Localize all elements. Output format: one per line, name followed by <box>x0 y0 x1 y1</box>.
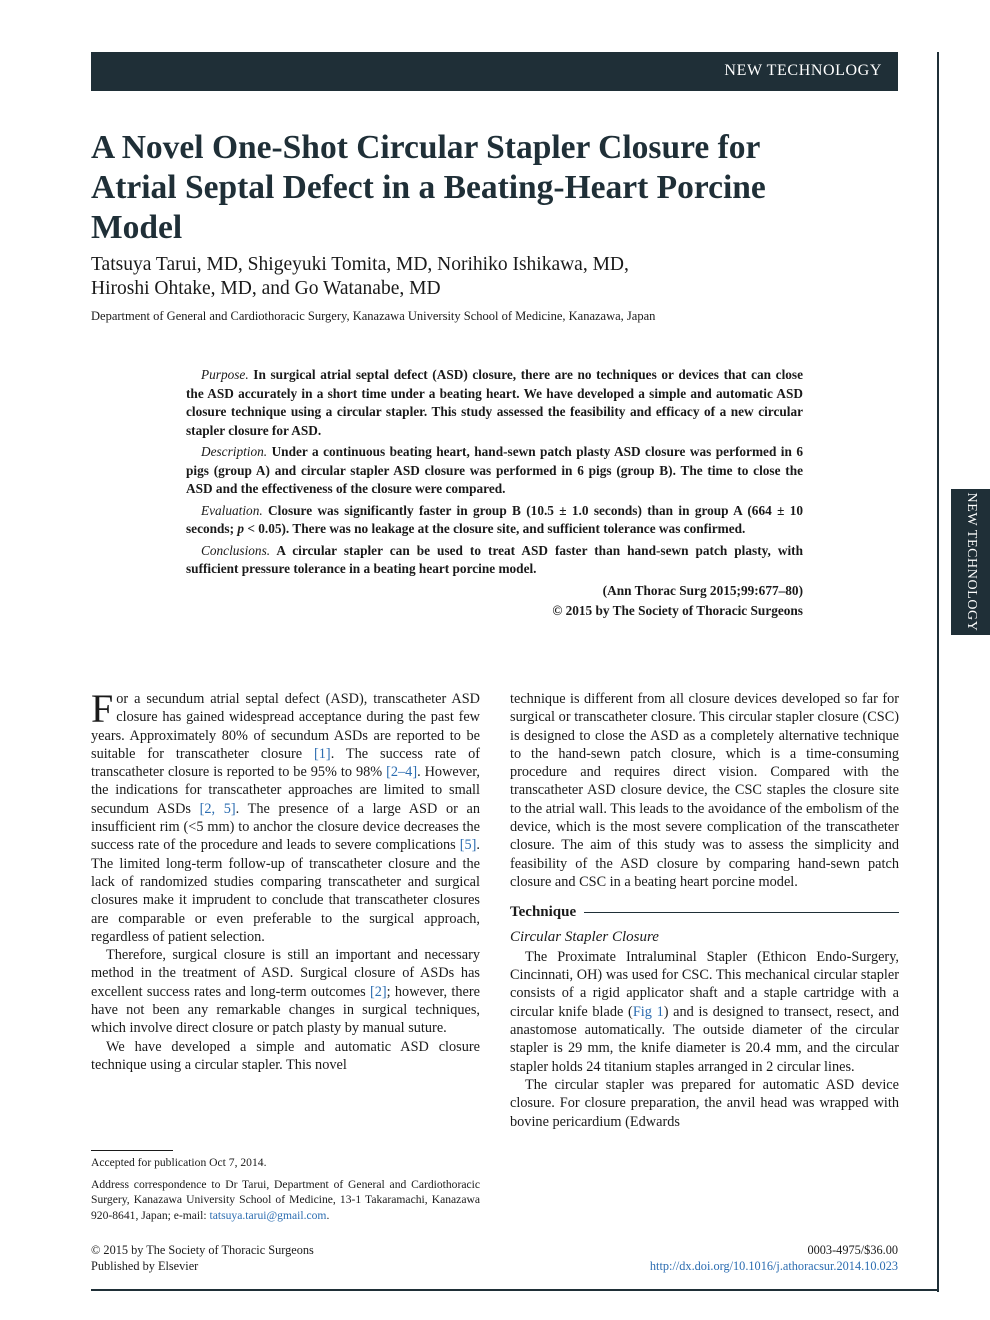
article-title: A Novel One-Shot Circular Stapler Closure for Atrial Septal Defect in a Beating-Heart Porcine Model <box>91 129 766 246</box>
footer-publisher: Published by Elsevier <box>91 1258 199 1273</box>
correspondence-text: . <box>326 1208 330 1222</box>
evaluation-text-b: < 0.05). There was no leakage at the closure site, and sufficient tolerance was confirmed. <box>244 521 746 536</box>
abstract-conclusions <box>186 542 803 579</box>
figure-link[interactable]: Fig 1 <box>632 1003 664 1020</box>
side-tab <box>951 489 990 635</box>
section-header-band <box>91 52 898 91</box>
intro-paragraph-4: technique is different from all closure devices developed so far for surgical or transcatheter closure. This circular stapler closure (CSC) is designed to close the ASD as a completely alternative technique to the hand-sewn patch closure, which is a time-consuming procedure and requires direct vision. Compared with the transcatheter ASD closure device, the CSC staples the closure site to the atrial wall. This leads to the avoidance of the embolism of the device, which is the most severe complication of the transcatheter closure. The aim of this study was to assess the simplicity and feasibility of the ASD closure by comparing hand-sewn patch closure and CSC in a beating heart porcine model. <box>510 691 899 890</box>
conclusions-label: Conclusions. <box>201 542 271 558</box>
section-heading <box>510 903 899 921</box>
side-tab-label: NEW TECHNOLOGY <box>963 492 979 632</box>
intro-paragraph-2 <box>91 946 480 1037</box>
technique-paragraph-1 <box>510 948 899 1076</box>
footer-left <box>91 1243 314 1274</box>
purpose-text: In surgical atrial septal defect (ASD) closure, there are no techniques or devices that can close the ASD accurately in a short time under a beating heart. We have developed a simple and automatic ASD closure technique using a circular stapler. This study assessed the feasibility and efficacy of a new circular stapler closure for ASD. <box>186 367 803 438</box>
body-column-left <box>91 686 480 1074</box>
accepted-note: Accepted for publication Oct 7, 2014. <box>91 1156 267 1169</box>
section-heading-text: Technique <box>510 904 577 921</box>
footer-right <box>650 1243 898 1274</box>
technique-text: ) and is designed to transect, resect, and anastomose automatically. The outside diameter of the circular stapler is 29 mm, the knife diameter is 20.4 mm, and the circular stapler holds 24 titanium staples arranged in 2 circular lines. <box>510 1003 899 1075</box>
subsection-heading: Circular Stapler Closure <box>510 928 659 945</box>
body-column-right <box>510 690 899 1131</box>
correspondence-note <box>91 1177 480 1224</box>
section-heading-rule <box>584 912 899 913</box>
p-value-symbol: p <box>237 521 244 536</box>
abstract <box>186 366 803 621</box>
correspondence-text: Address correspondence to Dr Tarui, Department of General and Cardiothoracic Surgery, Kanazawa University School of Medicine, 13-1 Takaramachi, Kanazawa 920-8641, Japan; e-mail: <box>91 1177 480 1222</box>
section-label: NEW TECHNOLOGY <box>724 62 882 79</box>
doi-link[interactable]: http://dx.doi.org/10.1016/j.athoracsur.2014.10.023 <box>649 1258 898 1273</box>
bottom-border-rule <box>91 1289 939 1291</box>
reference-link[interactable]: [5] <box>459 837 477 854</box>
drop-cap: F <box>91 686 114 731</box>
authors-line-1: Tatsuya Tarui, MD, Shigeyuki Tomita, MD, Norihiko Ishikawa, MD, <box>91 254 629 275</box>
right-border-rule <box>937 52 939 1292</box>
abstract-evaluation <box>186 502 803 539</box>
description-text: Under a continuous beating heart, hand-sewn patch plasty ASD closure was performed in 6 pigs (group A) and circular stapler ASD closure was performed in 6 pigs (group B). The time to close the ASD and the effectiveness of the closure were compared. <box>186 444 803 496</box>
footnotes <box>91 1155 480 1229</box>
abstract-citation: (Ann Thorac Surg 2015;99:677–80) <box>602 582 803 598</box>
intro-text: ; however, there have not been any remarkable changes in surgical techniques, which involve direct closure or patch plasty by manual suture. <box>91 983 480 1037</box>
intro-text: . However, the indications for transcatheter approaches are limited to small secundum ASDs <box>91 764 480 817</box>
technique-text: The Proximate Intraluminal Stapler (Ethicon Endo-Surgery, Cincinnati, OH) was used for CSC. This mechanical circular stapler consists of a rigid applicator shaft and a staple cartridge with a circular knife blade ( <box>510 948 899 1020</box>
abstract-description <box>186 443 803 499</box>
author-list <box>91 253 791 301</box>
conclusions-text: A circular stapler can be used to treat ASD faster than hand-sewn patch plasty, with sufficient pressure tolerance in a beating heart porcine model. <box>186 542 804 576</box>
authors-line-2: Hiroshi Ohtake, MD, and Go Watanabe, MD <box>91 278 441 299</box>
reference-link[interactable]: [2] <box>369 983 387 1000</box>
footer-issn: 0003-4975/$36.00 <box>807 1243 898 1257</box>
intro-text: . The success rate of transcatheter closure is reported to be 95% to 98% <box>91 745 480 781</box>
abstract-purpose <box>186 366 803 440</box>
intro-paragraph-1 <box>91 686 480 946</box>
abstract-copyright: © 2015 by The Society of Thoracic Surgeons <box>552 603 803 618</box>
intro-text: Therefore, surgical closure is still an important and necessary method in the treatment of ASD. Surgical closure of ASDs has excellent success rates and long-term outcomes <box>91 947 480 1000</box>
affiliation: Department of General and Cardiothoracic Surgery, Kanazawa University School of Medicine, Kanazawa, Japan <box>91 309 656 323</box>
description-label: Description. <box>201 444 268 459</box>
purpose-label: Purpose. <box>201 367 249 382</box>
intro-text: . The presence of a large ASD or an insufficient rim (<5 mm) to anchor the closure device decreases the success rate of the procedure and leads to severe complications <box>91 800 480 854</box>
evaluation-label: Evaluation. <box>201 502 263 518</box>
evaluation-text-a: Closure was significantly faster in group B (10.5 ± 1.0 seconds) than in group A (664 ± 10 seconds; <box>186 502 804 536</box>
intro-paragraph-3: We have developed a simple and automatic ASD closure technique using a circular stapler. This novel <box>91 1038 480 1073</box>
intro-text: or a secundum atrial septal defect (ASD), transcatheter ASD closure has gained widespread acceptance during the past few years. Approximately 80% of secundum ASDs are reported to be suitable for transcatheter closure <box>91 691 480 762</box>
footnote-rule <box>91 1150 173 1151</box>
reference-link[interactable]: [2, 5] <box>199 800 236 817</box>
email-link[interactable]: tatsuya.tarui@gmail.com <box>209 1208 327 1222</box>
technique-paragraph-2: The circular stapler was prepared for automatic ASD device closure. For closure preparation, the anvil head was wrapped with bovine pericardium (Edwards <box>510 1076 899 1130</box>
footer-copyright: © 2015 by The Society of Thoracic Surgeons <box>91 1243 314 1257</box>
intro-text: . The limited long-term follow-up of transcatheter closure and the lack of randomized studies comparing transcatheter and surgical closures make it imprudent to conclude that transcatheter closures are comparable or even preferable to the surgical approach, regardless of patient selection. <box>91 837 480 945</box>
reference-link[interactable]: [1] <box>314 745 331 762</box>
reference-link[interactable]: [2–4] <box>386 764 418 781</box>
